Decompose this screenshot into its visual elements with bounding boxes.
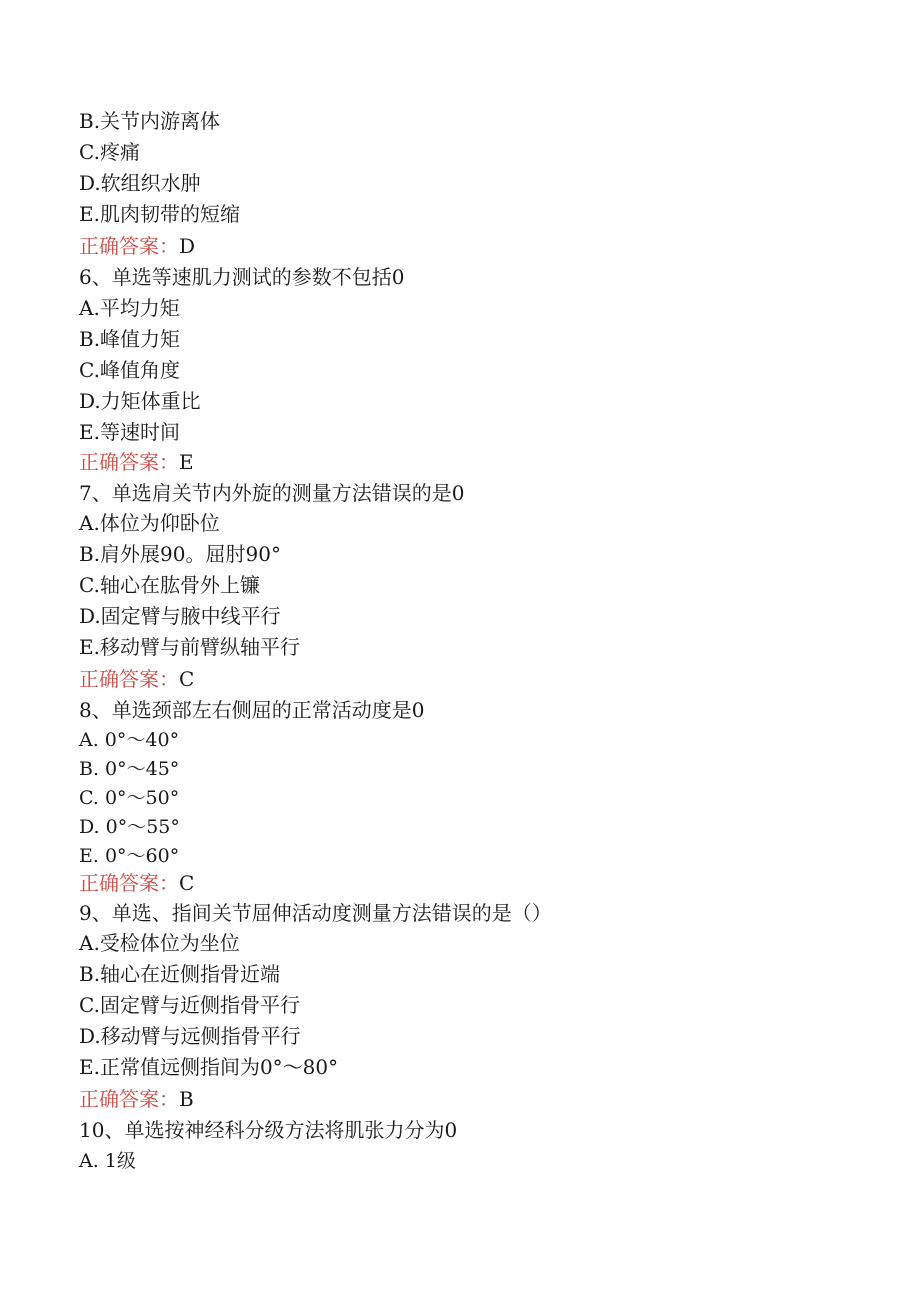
option-d: D.力矩体重比 [79, 389, 201, 413]
correct-answer [79, 449, 194, 475]
answer-value: B [179, 1087, 194, 1111]
answer-label: 正确答案： [79, 1087, 179, 1111]
option-b: B.峰值力矩 [79, 327, 181, 351]
option-c: C.固定臂与近侧指骨平行 [79, 993, 300, 1017]
option-c: C.轴心在肱骨外上镰 [79, 573, 260, 597]
question-9: 9、单选、指间关节屈伸活动度测量方法错误的是（） [79, 901, 552, 925]
option-d: D.固定臂与腋中线平行 [79, 604, 281, 628]
correct-answer [79, 870, 194, 896]
option-e: E. 0°～60° [79, 845, 180, 867]
answer-label: 正确答案： [79, 667, 179, 691]
option-b: B.轴心在近侧指骨近端 [79, 962, 281, 986]
answer-value: C [179, 871, 195, 895]
correct-answer [79, 666, 194, 692]
option-a: A.受检体位为坐位 [79, 931, 240, 955]
option-a: A. 0°～40° [79, 729, 180, 751]
option-b: B.关节内游离体 [79, 109, 221, 133]
answer-value: C [179, 667, 195, 691]
option-e: E.等速时间 [79, 420, 180, 444]
option-d: D.软组织水肿 [79, 171, 201, 195]
option-e: E.移动臂与前臂纵轴平行 [79, 635, 300, 659]
option-e: E.肌肉韧带的短缩 [79, 202, 240, 226]
question-6: 6、单选等速肌力测试的参数不包括0 [79, 265, 405, 289]
answer-value: E [179, 450, 194, 474]
option-e: E.正常值远侧指间为0°～80° [79, 1055, 339, 1079]
question-10: 10、单选按神经科分级方法将肌张力分为0 [79, 1118, 458, 1142]
option-d: D.移动臂与远侧指骨平行 [79, 1024, 301, 1048]
correct-answer [79, 1086, 194, 1112]
option-c: C.疼痛 [79, 140, 140, 164]
option-c: C. 0°～50° [79, 787, 180, 809]
option-b: B. 0°～45° [79, 758, 180, 780]
correct-answer [79, 233, 195, 259]
answer-label: 正确答案： [79, 450, 179, 474]
option-a: A.体位为仰卧位 [79, 511, 220, 535]
option-a: A.平均力矩 [79, 296, 180, 320]
option-b: B.肩外展90。屈肘90° [79, 542, 281, 566]
question-8: 8、单选颈部左右侧屈的正常活动度是0 [79, 698, 425, 722]
answer-label: 正确答案： [79, 234, 179, 258]
question-7: 7、单选肩关节内外旋的测量方法错误的是0 [79, 481, 465, 505]
answer-value: D [179, 234, 196, 258]
option-a: A. 1级 [79, 1150, 136, 1172]
option-c: C.峰值角度 [79, 358, 180, 382]
answer-label: 正确答案： [79, 871, 179, 895]
option-d: D. 0°～55° [79, 816, 180, 838]
